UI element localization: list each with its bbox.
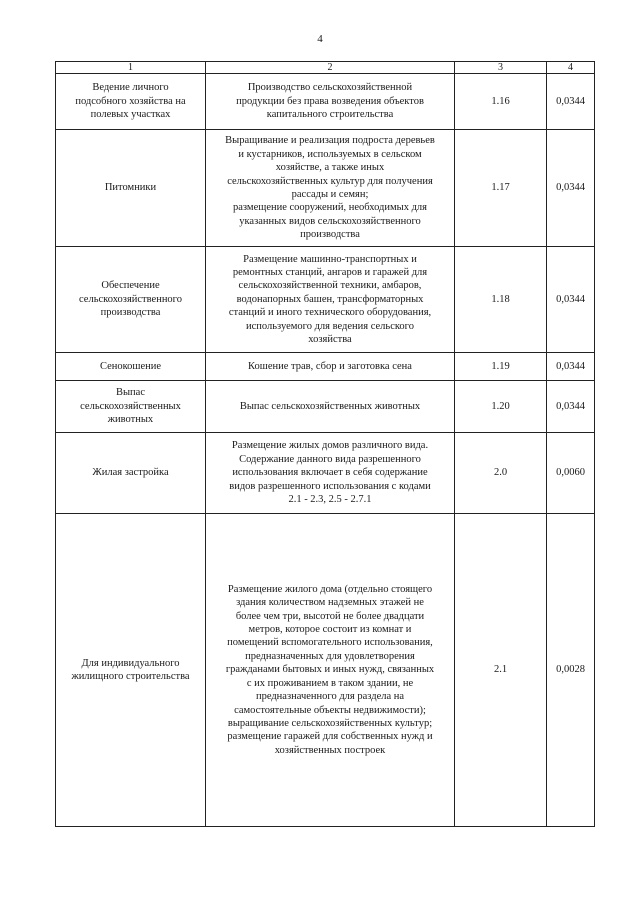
coefficient-value: 0,0028 bbox=[547, 514, 595, 827]
page-number: 4 bbox=[317, 33, 323, 45]
table-row bbox=[56, 247, 595, 353]
coefficient-value: 0,0060 bbox=[547, 433, 595, 514]
table-row bbox=[56, 514, 595, 827]
use-type-code: 2.0 bbox=[455, 433, 547, 514]
use-type-name: Выпас сельскохозяйственных животных bbox=[56, 381, 206, 433]
coefficient-value: 0,0344 bbox=[547, 381, 595, 433]
use-type-name: Жилая застройка bbox=[56, 433, 206, 514]
coefficient-value: 0,0344 bbox=[547, 74, 595, 130]
table-header-row bbox=[56, 62, 595, 74]
use-type-code: 1.18 bbox=[455, 247, 547, 353]
column-header: 3 bbox=[455, 62, 547, 74]
coefficient-value: 0,0344 bbox=[547, 247, 595, 353]
use-type-description: Размещение машинно-транспортных и ремонтных станций, ангаров и гаражей для сельскохозяйственной техники, амбаров, водонапорных башен, трансформаторных станций и иного технического оборудования, используемого для ведения сельского хозяйства bbox=[206, 247, 455, 353]
use-type-name: Сенокошение bbox=[56, 353, 206, 381]
use-type-code: 1.20 bbox=[455, 381, 547, 433]
use-type-name: Ведение личного подсобного хозяйства на полевых участках bbox=[56, 74, 206, 130]
use-type-name: Обеспечение сельскохозяйственного производства bbox=[56, 247, 206, 353]
use-type-code: 1.16 bbox=[455, 74, 547, 130]
table-row bbox=[56, 353, 595, 381]
use-type-description: Выпас сельскохозяйственных животных bbox=[206, 381, 455, 433]
use-type-description: Размещение жилого дома (отдельно стоящего здания количеством надземных этажей не более чем три, высотой не более двадцати метров, которое состоит из комнат и помещений вспомогательного использования, предназначенных для удовлетворения гражданами бытовых и иных нужд, связанных с их проживанием в таком здании, не предназначенного для раздела на самостоятельные объекты недвижимости); выращивание сельскохозяйственных культур; размещение гаражей для собственных нужд и хозяйственных построек bbox=[206, 514, 455, 827]
use-type-description: Кошение трав, сбор и заготовка сена bbox=[206, 353, 455, 381]
table-row bbox=[56, 433, 595, 514]
use-type-code: 1.17 bbox=[455, 130, 547, 247]
use-type-name: Питомники bbox=[56, 130, 206, 247]
column-header: 2 bbox=[206, 62, 455, 74]
use-type-description: Производство сельскохозяйственной продукции без права возведения объектов капитального строительства bbox=[206, 74, 455, 130]
use-type-description: Размещение жилых домов различного вида. Содержание данного вида разрешенного использования включает в себя содержание видов разрешенного использования с кодами 2.1 - 2.3, 2.5 - 2.7.1 bbox=[206, 433, 455, 514]
coefficient-value: 0,0344 bbox=[547, 353, 595, 381]
table-row bbox=[56, 130, 595, 247]
column-header: 1 bbox=[56, 62, 206, 74]
use-type-code: 2.1 bbox=[455, 514, 547, 827]
use-type-name: Для индивидуального жилищного строительства bbox=[56, 514, 206, 827]
coefficient-value: 0,0344 bbox=[547, 130, 595, 247]
column-header: 4 bbox=[547, 62, 595, 74]
table-row bbox=[56, 74, 595, 130]
table-row bbox=[56, 381, 595, 433]
use-type-code: 1.19 bbox=[455, 353, 547, 381]
land-use-table bbox=[55, 61, 595, 827]
use-type-description: Выращивание и реализация подроста деревьев и кустарников, используемых в сельском хозяйстве, а также иных сельскохозяйственных культур для получения рассады и семян; размещение сооружений, необходимых для указанных видов сельскохозяйственного производства bbox=[206, 130, 455, 247]
